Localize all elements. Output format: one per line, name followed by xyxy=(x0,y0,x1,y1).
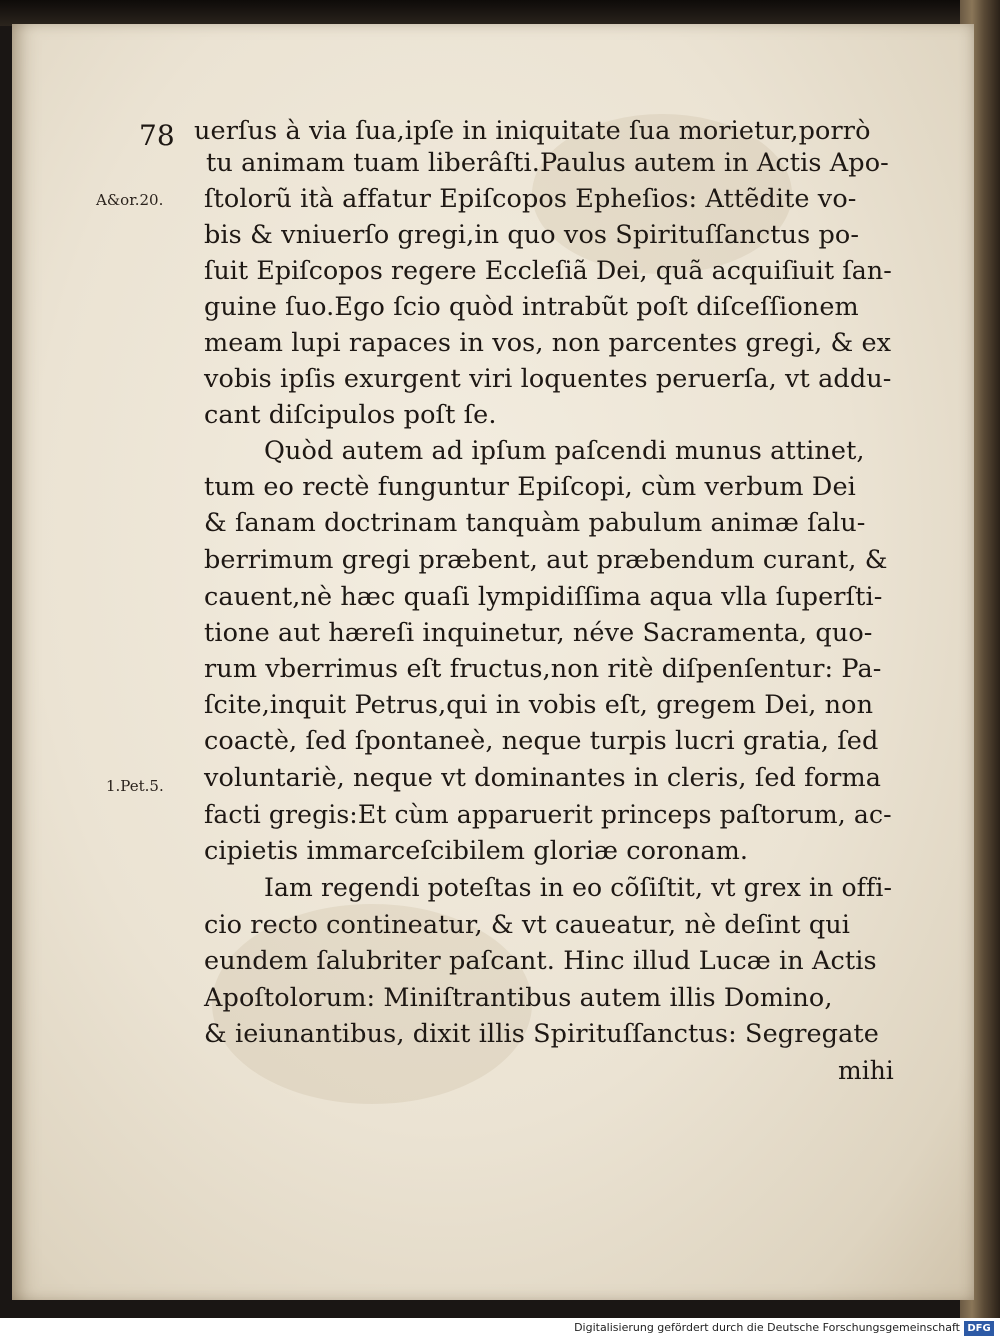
text-line: cio recto contineatur, & vt caueatur, nè deſint qui xyxy=(204,910,851,940)
page-number: 78 xyxy=(139,119,175,152)
book-top-edge xyxy=(0,0,1000,26)
marginal-note-acts: A&or.20. xyxy=(96,191,164,209)
text-line: rum vberrimus eſt fructus,non ritè diſpenſentur: Pa- xyxy=(204,654,882,684)
paragraph-start-line: Quòd autem ad ipſum paſcendi munus attinet, xyxy=(264,436,865,466)
text-line: & ieiunantibus, dixit illis Spirituſſanctus: Segregate xyxy=(204,1019,879,1049)
text-line: Apoſtolorum: Miniſtrantibus autem illis Domino, xyxy=(204,983,833,1013)
text-line: cauent,nè hæc quaſi lympidiſſima aqua vlla ſuperſti- xyxy=(204,582,883,612)
text-line: bis & vniuerſo gregi,in quo vos Spirituſſanctus po- xyxy=(204,220,860,250)
text-line: tu animam tuam liberâſti.Paulus autem in Actis Apo- xyxy=(206,148,889,178)
text-line: cipietis immarceſcibilem gloriæ coronam. xyxy=(204,836,749,866)
text-line: uerſus à via ſua,ipſe in iniquitate ſua morietur,porrò xyxy=(194,116,871,146)
text-line: ſcite,inquit Petrus,qui in vobis eſt, gregem Dei, non xyxy=(204,690,874,720)
text-line: ſtolorũ ità affatur Epiſcopos Epheſios: Attẽdite vo- xyxy=(204,184,857,214)
paragraph-start-line: Iam regendi poteſtas in eo cõſiſtit, vt grex in offi- xyxy=(264,873,893,903)
text-line: & ſanam doctrinam tanquàm pabulum animæ ſalu- xyxy=(204,508,866,538)
text-line: coactè, ſed ſpontaneè, neque turpis lucri gratia, ſed xyxy=(204,726,879,756)
text-line: tione aut hæreſi inquinetur, néve Sacramenta, quo- xyxy=(204,618,873,648)
text-line: guine ſuo.Ego ſcio quòd intrabũt poſt diſceſſionem xyxy=(204,292,859,322)
text-line: tum eo rectè funguntur Epiſcopi, cùm verbum Dei xyxy=(204,472,856,502)
text-line: voluntariè, neque vt dominantes in cleris, ſed forma xyxy=(204,763,882,793)
digitization-credit: Digitalisierung gefördert durch die Deutsche Forschungsgemeinschaft xyxy=(574,1321,960,1334)
text-line: eundem ſalubriter paſcant. Hinc illud Lucæ in Actis xyxy=(204,946,877,976)
text-line: facti gregis:Et cùm apparuerit princeps paſtorum, ac- xyxy=(204,800,892,830)
text-line: cant diſcipulos poſt ſe. xyxy=(204,400,497,430)
text-line: berrimum gregi præbent, aut præbendum curant, & xyxy=(204,545,888,575)
text-line: vobis ipſis exurgent viri loquentes peruerſa, vt addu- xyxy=(204,364,892,394)
catchword: mihi xyxy=(838,1056,894,1085)
text-line: ſuit Epiſcopos regere Eccleſiã Dei, quã acquiſiuit ſan- xyxy=(204,256,892,286)
dfg-logo-icon: DFG xyxy=(964,1321,994,1336)
text-line: meam lupi rapaces in vos, non parcentes gregi, & ex xyxy=(204,328,892,358)
marginal-note-peter: 1.Pet.5. xyxy=(106,777,164,795)
